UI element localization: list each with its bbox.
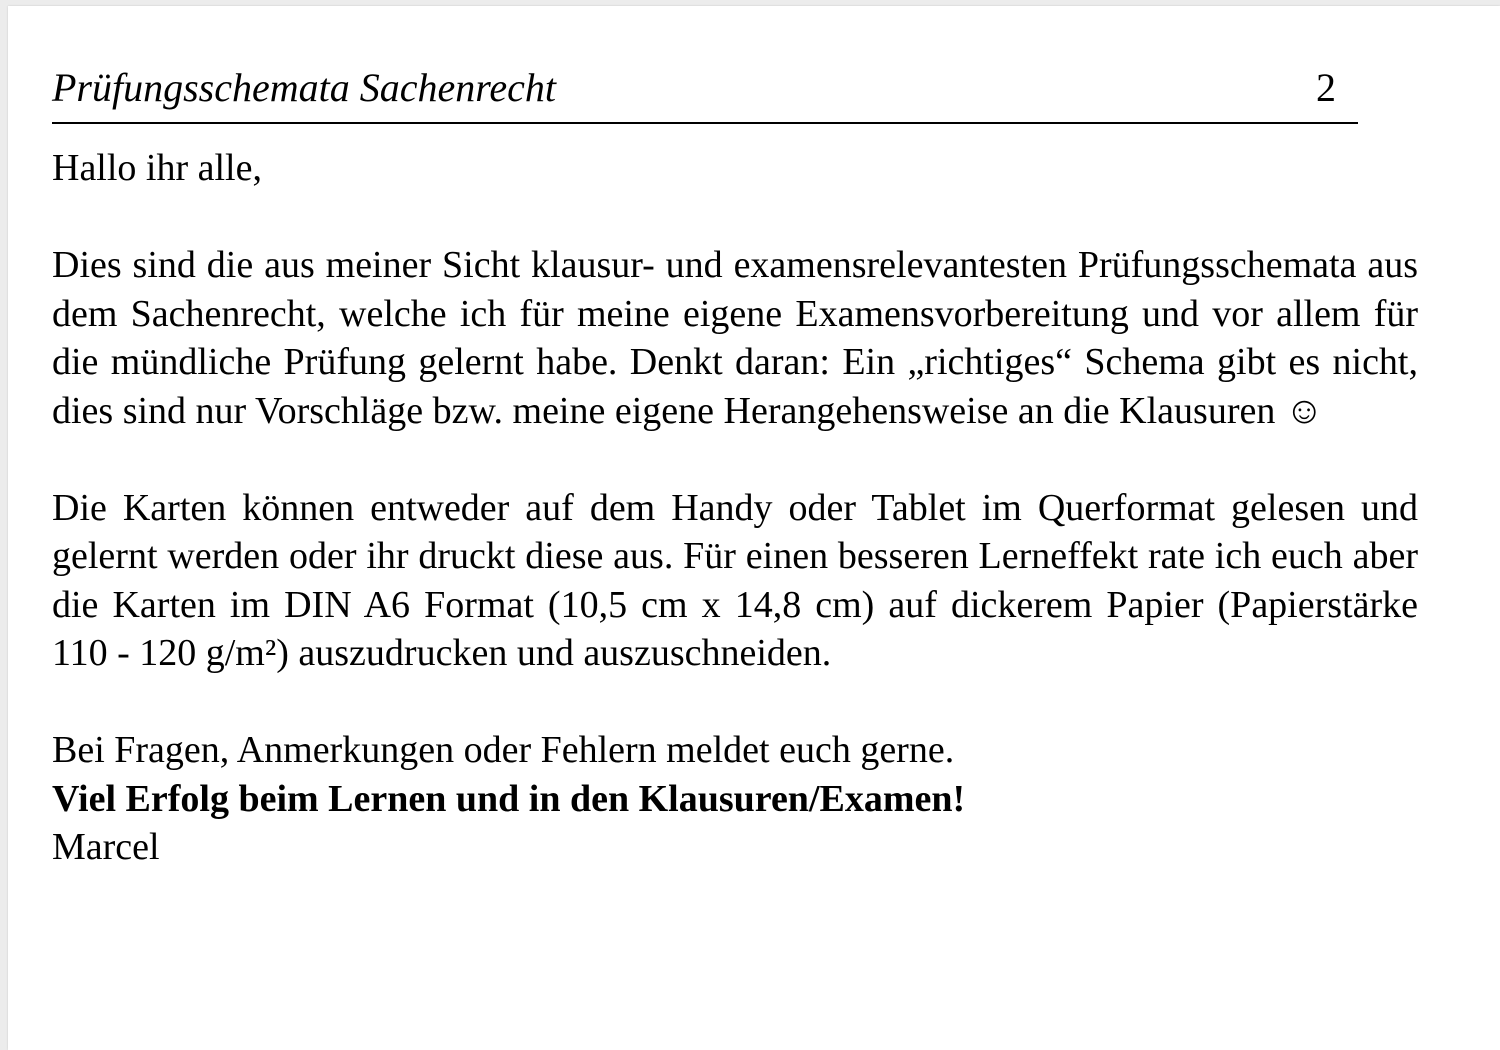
document-page	[8, 6, 1500, 1050]
header-title: Prüfungsschemata Sachenrecht	[52, 65, 556, 110]
paragraph-spacer	[52, 678, 1418, 727]
signature: Marcel	[52, 826, 160, 868]
intro-paragraph: Dies sind die aus meiner Sicht klausur- und examensrelevantesten Prüfungsschemata aus dem Sachenrecht, welche ich für meine eigene Examensvorbereitung und vor allem für die mündliche Prüfung gelernt habe. Denkt daran: Ein „richtiges“ Schema gibt es nicht, dies sind nur Vorschläge bzw. meine eigene Herangehensweise an die Klausuren ☺	[52, 244, 1418, 432]
print-instructions-paragraph: Die Karten können entweder auf dem Handy oder Tablet im Querformat gelesen und gelernt werden oder ihr druckt diese aus. Für einen besseren Lerneffekt rate ich euch aber die Karten im DIN A6 Format (10,5 cm x 14,8 cm) auf dickerem Papier (Papierstärke 110 - 120 g/m²) auszudrucken und auszuschneiden.	[52, 486, 1418, 674]
page-number: 2	[1316, 65, 1336, 110]
page-header	[52, 60, 1358, 124]
paragraph-spacer	[52, 193, 1418, 242]
document-body	[52, 144, 1418, 872]
closing-bold-line: Viel Erfolg beim Lernen und in den Klausuren/Examen!	[52, 777, 966, 820]
paragraph-spacer	[52, 435, 1418, 484]
closing-line: Bei Fragen, Anmerkungen oder Fehlern meldet euch gerne.	[52, 729, 955, 771]
greeting: Hallo ihr alle,	[52, 147, 262, 189]
